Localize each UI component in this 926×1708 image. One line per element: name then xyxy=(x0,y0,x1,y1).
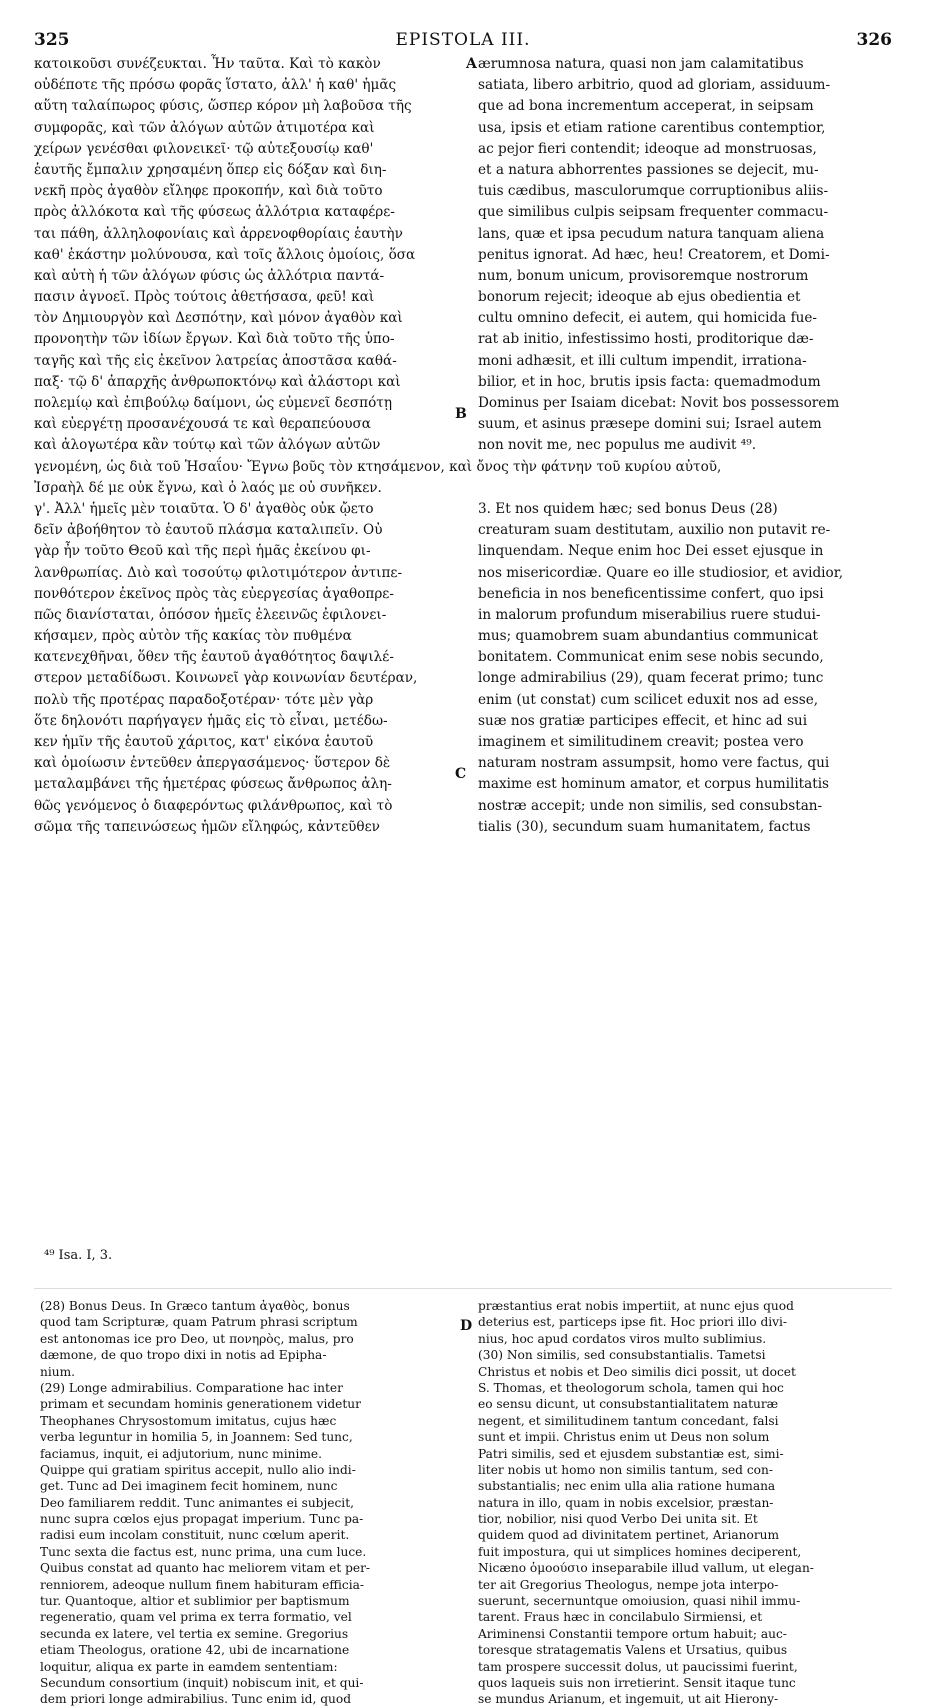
latin-text-line: bilior, et in hoc, brutis ipsis facta: quemadmodum xyxy=(478,373,821,390)
note-line: Nicæno ὁμοούσιο inseparabile illud vallum, ut elegan- xyxy=(478,1561,814,1576)
latin-text-line: tuis cædibus, masculorumque corruptionibus aliis- xyxy=(478,183,829,200)
note-line: faciamus, inquit, ei adjutorium, nunc minime. xyxy=(40,1446,323,1461)
latin-text-line: ærumnosa natura, quasi non jam calamitatibus xyxy=(478,56,804,72)
note-line: Tunc sexta die factus est, nunc prima, una cum luce. xyxy=(40,1544,367,1559)
latin-text-line: num, bonum unicum, provisoremque nostrorum xyxy=(478,267,809,284)
margin-marker-a: A xyxy=(466,56,477,72)
greek-text-line: κατενεχθῆναι, ὅθεν τῆς ἑαυτοῦ ἀγαθότητος δαψιλέ- xyxy=(34,649,394,666)
note-line: Patri similis, sed et ejusdem substantiæ est, simi- xyxy=(478,1446,784,1461)
greek-text-line: οὐδέποτε τῆς πρόσω φορᾶς ἵστατο, ἀλλ' ἡ καθ' ἡμᾶς xyxy=(34,77,397,94)
latin-text-line: bonorum rejecit; ideoque ab ejus obedientia et xyxy=(478,289,801,306)
latin-text-line: in malorum profundum miserabilius ruere studui- xyxy=(478,606,821,623)
note-line: etiam Theologus, oratione 42, ubi de incarnatione xyxy=(40,1643,350,1658)
note-line: (28) Bonus Deus. In Græco tantum ἀγαθὸς, bonus xyxy=(40,1299,350,1313)
latin-text-line: cultu omnino defecit, ei autem, qui homicida fue- xyxy=(478,310,818,327)
greek-text-line: πονθότερον ἐκεῖνος πρὸς τὰς εὐεργεσίας ἀγαθοπρε- xyxy=(34,585,394,602)
greek-text-line: συμφορᾶς, καὶ τῶν ἀλόγων αὐτῶν ἀτιμοτέρα καὶ xyxy=(34,119,375,136)
latin-text-line: beneficia in nos beneficentissime confert, quo ipsi xyxy=(478,585,824,602)
note-line: sunt et impii. Christus enim ut Deus non solum xyxy=(478,1430,770,1445)
latin-text-line: que ad bona incrementum acceperat, in seipsam xyxy=(478,98,814,115)
note-line: tam prospere successit dolus, ut paucissimi fuerint, xyxy=(478,1659,798,1674)
greek-text-line: νεκῆ πρὸς ἀγαθὸν εἴληφε προκοπήν, καὶ διὰ τοῦτο xyxy=(34,183,383,200)
footnote-reference: ⁴⁹ Isa. I, 3. xyxy=(44,1248,113,1263)
notes-divider xyxy=(34,1288,892,1289)
greek-text-line: αὕτη ταλαίπωρος φύσις, ὥσπερ κόρον μὴ λαβοῦσα τῆς xyxy=(34,98,412,115)
latin-text-line: rat ab initio, infestissimo hosti, proditorique dæ- xyxy=(478,331,814,348)
greek-text-line: παξ· τῷ δ' ἀπαρχῆς ἀνθρωποκτόνῳ καὶ ἀλάστορι καὶ xyxy=(34,373,401,390)
note-line: quod tam Scripturæ, quam Patrum phrasi scriptum xyxy=(40,1315,358,1330)
latin-text-line: imaginem et similitudinem creavit; postea vero xyxy=(478,734,804,750)
latin-text-line: linquendam. Neque enim hoc Dei esset ejusque in xyxy=(478,543,824,560)
greek-text-line: τὸν Δημιουργὸν καὶ Δεσπότην, καὶ μόνον ἀγαθὸν καὶ xyxy=(34,310,403,327)
greek-text-line: πῶς διανίσταται, ὁπόσον ἡμεῖς ἐλεεινῶς ἐφιλονει- xyxy=(34,606,387,623)
note-line: nium. xyxy=(40,1364,76,1379)
running-title: EPISTOLA III. xyxy=(395,30,531,50)
note-line: (30) Non similis, sed consubstantialis. Tametsi xyxy=(478,1348,766,1363)
latin-text-line: mus; quamobrem suam abundantius communicat xyxy=(478,628,819,645)
notes-right-column xyxy=(478,1298,893,1708)
greek-text-line: γ'. Ἀλλ' ἡμεῖς μὲν τοιαῦτα. Ὁ δ' ἀγαθὸς οὐκ ᾤετο xyxy=(34,500,374,517)
note-line: Quippe qui gratiam spiritus accepit, nullo alio indi- xyxy=(40,1462,356,1477)
latin-text-line: non novit me, nec populus me audivit ⁴⁹. xyxy=(478,437,757,454)
latin-text-line: que similibus culpis seipsam frequenter commacu- xyxy=(478,204,829,221)
note-line: Deo familiarem reddit. Tunc animantes ei subjecit, xyxy=(40,1495,354,1510)
margin-marker-b: B xyxy=(455,406,467,422)
note-line: primam et secundam hominis generationem videtur xyxy=(40,1397,361,1412)
note-line: tior, nobilior, nisi quod Verbo Dei unita sit. Et xyxy=(478,1512,758,1527)
note-line: renniorem, adeoque nullum finem habituram efficia- xyxy=(40,1577,365,1592)
note-line: suerunt, secernuntque omoiusion, quasi nihil immu- xyxy=(478,1594,801,1609)
latin-text-line: lans, quæ et ipsa pecudum natura tanquam aliena xyxy=(478,225,825,242)
greek-text-line: ἑαυτῆς ἔμπαλιν χρησαμένη ὅπερ εἰς δόξαν καὶ διη- xyxy=(34,161,387,178)
greek-text-line: προνοητὴν τῶν ἰδίων ἔργων. Καὶ διὰ τοῦτο τῆς ὑπο- xyxy=(34,331,395,348)
latin-text-line: et a natura abhorrentes passiones se dejecit, mu- xyxy=(478,161,819,178)
note-line: dæmone, de quo tropo dixi in notis ad Epipha- xyxy=(40,1348,327,1363)
page-number-left: 325 xyxy=(34,30,70,50)
latin-text-line: nos misericordiæ. Quare eo ille studiosior, et avidior, xyxy=(478,564,844,581)
note-line: dem priori longe admirabilius. Tunc enim id, quod xyxy=(40,1692,351,1707)
greek-text-line: καθ' ἑκάστην μολύνουσα, καὶ τοῖς ἄλλοις ὁμοίοις, ὅσα xyxy=(34,246,416,263)
margin-marker-d: D xyxy=(460,1318,473,1334)
greek-text-line: καὶ αὐτὴ ἡ τῶν ἀλόγων φύσις ὡς ἀλλότρια παντά- xyxy=(34,267,385,284)
greek-text-line: δεῖν ἀβοήθητον τὸ ἑαυτοῦ πλάσμα καταλιπεῖν. Οὐ xyxy=(34,522,383,539)
note-line: ter ait Gregorius Theologus, nempe jota interpo- xyxy=(478,1577,779,1592)
note-line: Ariminensi Constantii tempore ortum habuit; auc- xyxy=(478,1626,787,1641)
note-line: regeneratio, quam vel prima ex terra formatio, vel xyxy=(40,1610,352,1625)
latin-text-line: moni adhæsit, et illi cultum impendit, irrationa- xyxy=(478,352,807,369)
greek-text-line: κατοικοῦσι συνέζευκται. Ἦν ταῦτα. Καὶ τὸ κακὸν xyxy=(34,56,381,72)
greek-text-line: γενομένη, ὡς διὰ τοῦ Ἡσαΐου· Ἔγνω βοῦς τὸν κτησάμενον, καὶ ὄνος τὴν φάτνην τοῦ κυρίου αὐτοῦ, xyxy=(34,458,722,475)
latin-text-line: usa, ipsis et etiam ratione carentibus contemptior, xyxy=(478,119,826,136)
greek-text-line: ταγῆς καὶ τῆς εἰς ἐκεῖνον λατρείας ἀποστᾶσα καθά- xyxy=(34,352,397,369)
notes-left-column xyxy=(40,1298,460,1708)
greek-text-line: ὅτε δηλονότι παρήγαγεν ἡμᾶς εἰς τὸ εἶναι, μετέδω- xyxy=(34,712,388,729)
greek-text-line: καὶ ἀλογωτέρα κἂν τούτῳ καὶ τῶν ἀλόγων αὐτῶν xyxy=(34,437,381,454)
latin-text-line: suum, et asinus præsepe domini sui; Israel autem xyxy=(478,416,822,433)
note-line: deterius est, particeps ipse fit. Hoc priori illo divi- xyxy=(478,1315,788,1330)
note-line: Secundum consortium (inquit) nobiscum init, et qui- xyxy=(40,1675,364,1690)
latin-text-line: nostræ accepit; unde non similis, sed consubstan- xyxy=(478,797,823,814)
greek-text-line: χείρων γενέσθαι φιλονεικεῖ· τῷ αὐτεξουσίῳ καθ' xyxy=(34,140,374,157)
note-line: tarent. Fraus hæc in concilabulo Sirmiensi, et xyxy=(478,1610,763,1625)
note-line: Quibus constat ad quanto hac meliorem vitam et per- xyxy=(40,1561,371,1576)
note-line: nius, hoc apud cordatos viros multo sublimius. xyxy=(478,1331,767,1346)
greek-text-line: λανθρωπίας. Διὸ καὶ τοσούτῳ φιλοτιμότερον ἀντιπε- xyxy=(34,564,403,581)
greek-text-line: μεταλαμβάνει τῆς ἡμετέρας φύσεως ἄνθρωπος ἀλη- xyxy=(34,776,392,793)
note-line: tur. Quantoque, altior et sublimior per baptismum xyxy=(40,1594,350,1609)
page-number-right: 326 xyxy=(856,30,892,50)
note-line: secunda ex latere, vel tertia ex semine. Gregorius xyxy=(40,1626,349,1641)
latin-text-line: 3. Et nos quidem hæc; sed bonus Deus (28) xyxy=(478,500,778,517)
greek-text-line: καὶ εὐεργέτῃ προσανέχουσά τε καὶ θεραπεύουσα xyxy=(34,416,371,433)
note-line: est antonomas ice pro Deo, ut πονηρὸς, malus, pro xyxy=(40,1331,354,1346)
greek-text-line: κεν ἡμῖν τῆς ἑαυτοῦ χάριτος, κατ' εἰκόνα ἑαυτοῦ xyxy=(34,734,374,750)
greek-text-line: κήσαμεν, πρὸς αὐτὸν τῆς κακίας τὸν πυθμένα xyxy=(34,628,352,645)
latin-text-line: tialis (30), secundum suam humanitatem, factus xyxy=(478,818,811,835)
greek-text-line: καὶ ὁμοίωσιν ἐντεῦθεν ἀπεργασάμενος· ὕστερον δὲ xyxy=(34,755,391,772)
greek-text-line: στερον μεταδίδωσι. Κοινωνεῖ γὰρ κοινωνίαν δευτέραν, xyxy=(34,670,418,687)
greek-text-line: γὰρ ἦν τοῦτο Θεοῦ καὶ τῆς περὶ ἡμᾶς ἐκείνου φι- xyxy=(34,543,371,560)
latin-text-line: suæ nos gratiæ participes effecit, et hinc ad sui xyxy=(478,712,808,729)
greek-text-line: πολὺ τῆς προτέρας παραδοξοτέραν· τότε μὲν γὰρ xyxy=(34,691,374,708)
note-line: substantialis; nec enim ulla alia ratione humana xyxy=(478,1479,776,1494)
note-line: eo sensu dicunt, ut consubstantialitatem naturæ xyxy=(478,1397,779,1412)
latin-text-line xyxy=(478,478,893,499)
note-line: quos laqueis suis non irretierint. Sensit itaque tunc xyxy=(478,1675,796,1690)
note-line: quidem quod ad divinitatem pertinet, Arianorum xyxy=(478,1528,780,1543)
greek-text-line: πασιν ἀγνοεῖ. Πρὸς τούτοις ἀθετήσασα, φεῦ! καὶ xyxy=(34,289,375,306)
note-line: toresque stratagematis Valens et Ursatius, quibus xyxy=(478,1643,788,1658)
note-line: Theophanes Chrysostomum imitatus, cujus hæc xyxy=(40,1413,337,1428)
margin-marker-c: C xyxy=(455,766,467,782)
note-line: get. Tunc ad Dei imaginem fecit hominem, nunc xyxy=(40,1479,338,1494)
latin-text-line: penitus ignorat. Ad hæc, heu! Creatorem, et Domi- xyxy=(478,246,830,263)
note-line: se mundus Arianum, et ingemuit, ut ait Hierony- xyxy=(478,1692,779,1707)
latin-text-line: maxime est hominum amator, et corpus humilitatis xyxy=(478,776,830,793)
latin-text-line xyxy=(478,457,893,478)
note-line: S. Thomas, et theologorum schola, tamen qui hoc xyxy=(478,1380,784,1395)
greek-text-line: πολεμίῳ καὶ ἐπιβούλῳ δαίμονι, ὡς εὐμενεῖ δεσπότῃ xyxy=(34,395,392,411)
greek-text-line: ται πάθη, ἀλληλοφονίαις καὶ ἀρρενοφθορίαις ἑαυτὴν xyxy=(34,225,403,242)
latin-text-line: ac pejor fieri contendit; ideoque ad monstruosas, xyxy=(478,140,817,157)
note-line: fuit impostura, qui ut simplices homines deciperent, xyxy=(478,1544,802,1559)
note-line: natura in illo, quam in nobis excelsior, præstan- xyxy=(478,1495,774,1510)
latin-text-line: naturam nostram assumpsit, homo vere factus, qui xyxy=(478,755,830,772)
latin-text-line: Dominus per Isaiam dicebat: Novit bos possessorem xyxy=(478,395,840,411)
note-line: Christus et nobis et Deo similis dici possit, ut docet xyxy=(478,1364,796,1379)
note-line: liter nobis ut homo non similis tantum, sed con- xyxy=(478,1462,773,1477)
greek-text-line: θῶς γενόμενος ὁ διαφερόντως φιλάνθρωπος, καὶ τὸ xyxy=(34,797,393,814)
greek-text-line: σῶμα τῆς ταπεινώσεως ἡμῶν εἴληφώς, κἀντεῦθεν xyxy=(34,818,380,835)
note-line: negent, et similitudinem tantum concedant, falsi xyxy=(478,1413,779,1428)
latin-text-line: longe admirabilius (29), quam fecerat primo; tunc xyxy=(478,670,824,687)
latin-text-column xyxy=(478,54,893,838)
greek-text-line: πρὸς ἀλλόκοτα καὶ τῆς φύσεως ἀλλότρια καταφέρε- xyxy=(34,204,395,221)
note-line: præstantius erat nobis impertiit, at nunc ejus quod xyxy=(478,1299,794,1313)
note-line: nunc supra cœlos ejus propagat imperium. Tunc pa- xyxy=(40,1512,364,1527)
note-line: radisi eum incolam constituit, nunc cœlum aperit. xyxy=(40,1528,350,1543)
note-line: (29) Longe admirabilius. Comparatione hac inter xyxy=(40,1380,343,1395)
note-line: verba leguntur in homilia 5, in Joannem: Sed tunc, xyxy=(40,1430,353,1445)
latin-text-line: bonitatem. Communicat enim sese nobis secundo, xyxy=(478,649,824,666)
greek-text-line: Ἰσραὴλ δέ με οὐκ ἔγνω, καὶ ὁ λαός με οὐ συνῆκεν. xyxy=(34,479,382,496)
note-line: loquitur, aliqua ex parte in eamdem sententiam: xyxy=(40,1659,338,1674)
latin-text-line: enim (ut constat) cum scilicet eduxit nos ad esse, xyxy=(478,691,819,708)
latin-text-line: satiata, libero arbitrio, quod ad gloriam, assiduum- xyxy=(478,77,831,94)
latin-text-line: creaturam suam destitutam, auxilio non putavit re- xyxy=(478,522,831,539)
